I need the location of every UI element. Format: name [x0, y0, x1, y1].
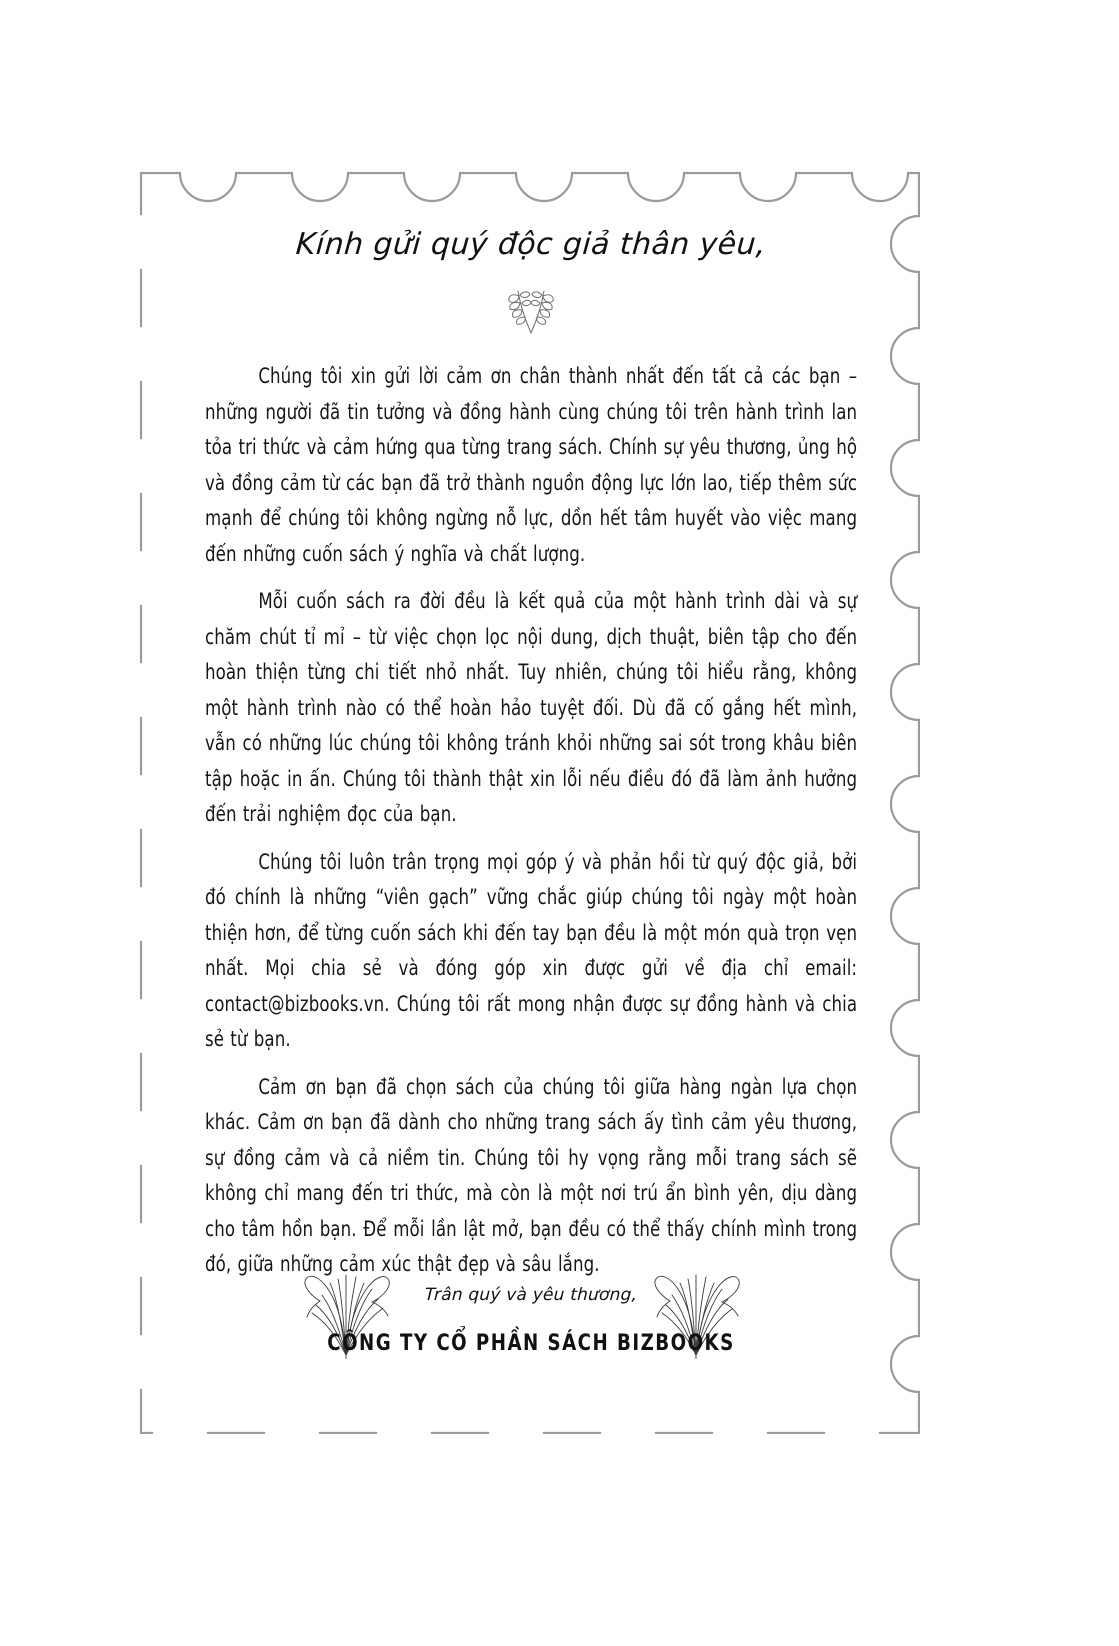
page-title: Kính gửi quý độc giả thân yêu,	[294, 227, 768, 262]
letter-paragraph-4: Cảm ơn bạn đã chọn sách của chúng tôi giữa hàng ngàn lựa chọn khác. Cảm ơn bạn đã dành cho những trang sách ấy tình cảm yêu thương, sự đồng cảm và cả niềm tin. Chúng tôi hy vọng rằng mỗi trang sách sẽ không chỉ mang đến tri thức, mà còn là một nơi trú ẩn bình yên, dịu dàng cho tâm hồn bạn. Để mỗi lần lật mở, bạn đều có thể thấy chính mình trong đó, giữa những cảm xúc thật đẹp và sâu lắng.	[205, 1074, 858, 1277]
company-name: CÔNG TY CỔ PHẦN SÁCH BIZBOOKS	[327, 1331, 735, 1356]
letter-paragraph-1: Chúng tôi xin gửi lời cảm ơn chân thành nhất đến tất cả các bạn – những người đã tin tưởng và đồng hành cùng chúng tôi trên hành trình lan tỏa tri thức và cảm hứng qua từng trang sách. Chính sự yêu thương, ủng hộ và đồng cảm từ các bạn đã trở thành nguồn động lực lớn lao, tiếp thêm sức mạnh để chúng tôi không ngừng nỗ lực, dồn hết tâm huyết vào việc mang đến những cuốn sách ý nghĩa và chất lượng.	[205, 364, 858, 567]
signature-block	[205, 1255, 857, 1395]
letter-paragraph-3: Chúng tôi luôn trân trọng mọi góp ý và phản hồi từ quý độc giả, bởi đó chính là những “viên gạch” vững chắc giúp chúng tôi ngày một hoàn thiện hơn, để từng cuốn sách khi đến tay bạn đều là một món quà trọn vẹn nhất. Mọi chia sẻ và đóng góp xin được gửi về địa chỉ email: contact@bizbooks.vn. Chúng tôi rất mong nhận được sự đồng hành và chia sẻ từ bạn.	[205, 849, 858, 1052]
letter-body	[205, 228, 857, 1283]
olive-branch-icon	[205, 287, 857, 335]
signature-closing: Trân quý và yêu thương,	[424, 1285, 638, 1305]
olive-branch-svg	[494, 287, 568, 335]
letter-paragraph-2: Mỗi cuốn sách ra đời đều là kết quả của một hành trình dài và sự chăm chút tỉ mỉ – từ việc chọn lọc nội dung, dịch thuật, biên tập cho đến hoàn thiện từng chi tiết nhỏ nhất. Tuy nhiên, chúng tôi hiểu rằng, không một hành trình nào có thể hoàn hảo tuyệt đối. Dù đã cố gắng hết mình, vẫn có những lúc chúng tôi không tránh khỏi những sai sót trong khâu biên tập hoặc in ấn. Chúng tôi thành thật xin lỗi nếu điều đó đã làm ảnh hưởng đến trải nghiệm đọc của bạn.	[205, 589, 858, 827]
